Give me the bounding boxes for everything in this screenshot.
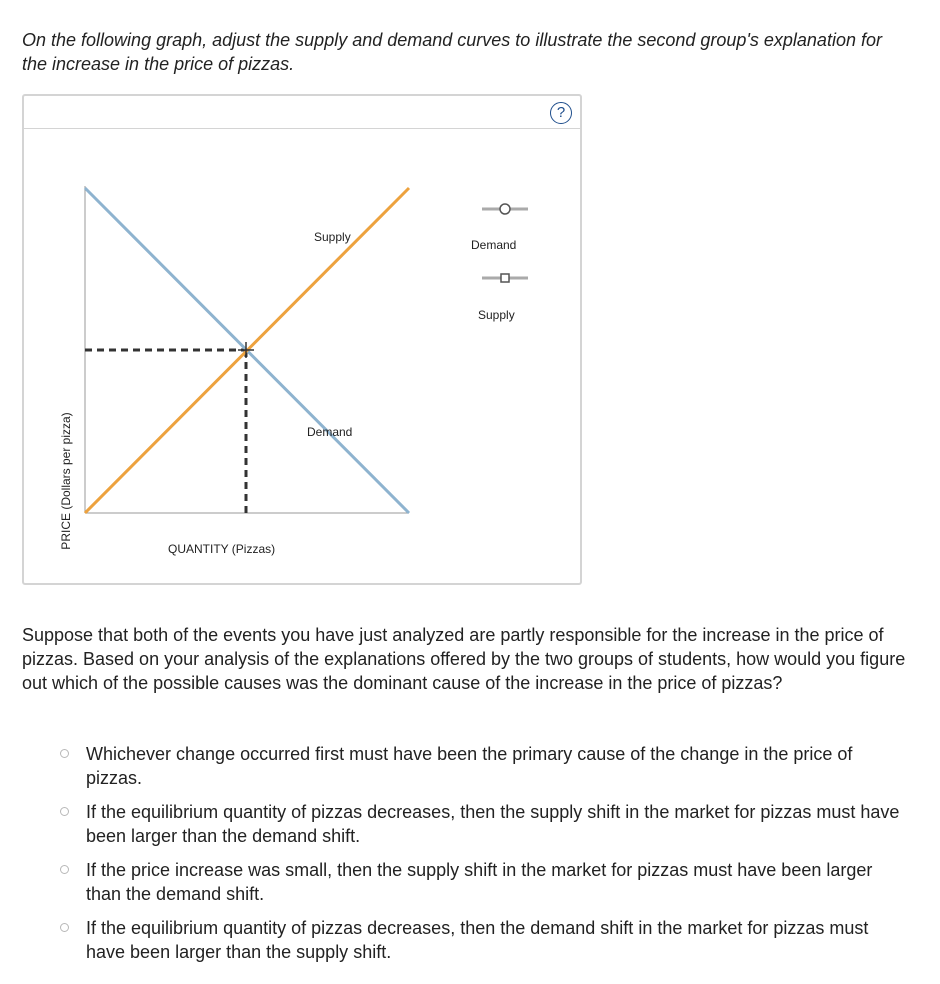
square-marker-icon[interactable] xyxy=(501,274,509,282)
x-axis-label: QUANTITY (Pizzas) xyxy=(168,542,276,556)
answer-option-text: If the equilibrium quantity of pizzas decreases, then the demand shift in the market for pizzas must have been larger than the supply shift. xyxy=(86,918,869,962)
answer-option-text: If the price increase was small, then the supply shift in the market for pizzas must have been larger than the demand shift. xyxy=(86,860,873,904)
answer-option-text: If the equilibrium quantity of pizzas decreases, then the supply shift in the market for pizzas must have been larger than the demand shift. xyxy=(86,802,900,846)
supply-curve-label: Supply xyxy=(314,230,351,244)
circle-marker-icon[interactable] xyxy=(500,204,510,214)
radio-button[interactable] xyxy=(60,807,69,816)
supply-demand-graph xyxy=(24,96,580,583)
instruction-text: On the following graph, adjust the supply and demand curves to illustrate the second group's explanation for the increase in the price of pizzas. xyxy=(22,30,882,74)
palette-demand-label: Demand xyxy=(471,238,517,252)
demand-curve-label: Demand xyxy=(307,425,353,439)
radio-button[interactable] xyxy=(60,749,69,758)
radio-button[interactable] xyxy=(60,865,69,874)
graph-panel xyxy=(22,94,582,585)
help-button[interactable]: ? xyxy=(550,102,572,124)
palette-supply-label: Supply xyxy=(478,308,515,322)
radio-button[interactable] xyxy=(60,923,69,932)
y-axis-label: PRICE (Dollars per pizza) xyxy=(59,412,73,550)
question-text: Suppose that both of the events you have just analyzed are partly responsible for the increase in the price of pizzas. Based on your analysis of the explanations offered by the two groups of students, how would you figure out which of the possible causes was the dominant cause of the increase in the price of pizzas? xyxy=(22,625,906,693)
answer-option-text: Whichever change occurred first must have been the primary cause of the change in the price of pizzas. xyxy=(86,744,853,788)
